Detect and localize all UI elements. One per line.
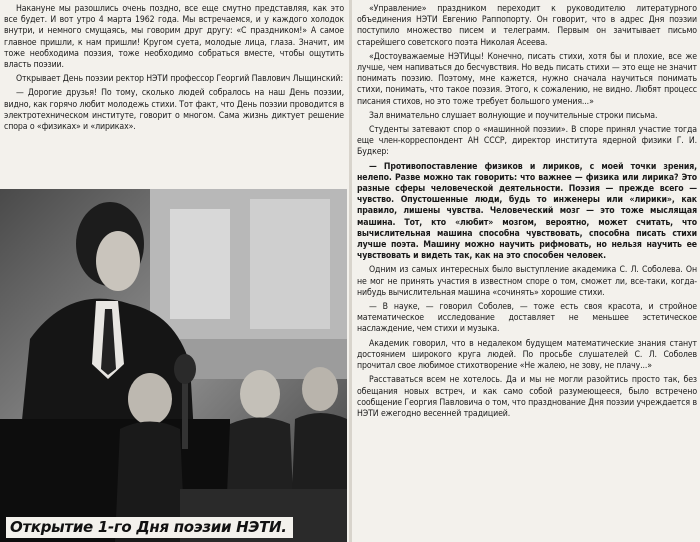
right-article-text (357, 4, 697, 423)
right-paragraph-4: Студенты затевают спор о «машинной поэзии». В споре принял участие тогда еще член-корреспондент АН СССР, директор института ядерной физики Г. И. Будкер: (357, 125, 697, 158)
left-article-text (4, 4, 344, 136)
event-photo (0, 189, 347, 542)
photo-caption: Открытие 1-го Дня поэзии НЭТИ. (6, 517, 293, 538)
left-paragraph-1: Накануне мы разошлись очень поздно, все еще смутно представляя, как это все будет. И вот утро 4 марта 1962 года. Мы встречаемся, и у каждого холодок внутри, и немного смущаясь, мы говорим друг другу: «С праздником!» А самое главное пришли, к нам пришли! Кругом суета, молодые лица, глаза. Значит, им тоже необходима поэзия, тоже необходимо собраться вместе, чтобы ощутить власть поэзии. (4, 4, 344, 71)
right-paragraph-8: Академик говорил, что в недалеком будущем математические знания станут достоянием широкого круга людей. По просьбе слушателей С. Л. Соболев прочитал свое любимое стихотворение «Не жалею, не зову, не плачу...» (357, 338, 697, 372)
left-column (0, 0, 347, 542)
right-paragraph-1: «Управление» праздником переходит к руководителю литературного объединения НЭТИ Евгению Раппопорту. Он говорит, что в адрес Дня поэзии поступило множество писем и телеграмм. Первым он зачитывает письмо старейшего советского поэта Николая Асеева. (357, 4, 697, 48)
right-paragraph-3: Зал внимательно слушает волнующие и поучительные строки письма. (369, 110, 658, 121)
right-column (354, 0, 700, 542)
right-paragraph-6: Одним из самых интересных было выступление академика С. Л. Соболева. Он не мог не принять участия в известном споре о том, сможет ли, все-таки, когда-нибудь вычислительная машина «сочинять» хорошие стихи. (357, 265, 697, 298)
right-paragraph-9: Расставаться всем не хотелось. Да и мы не могли разойтись просто так, без обещания новых встреч, и как само собой разумеющееся, было встречено сообщение Георгия Павловича о том, что празднование Дня поэзии учреждается в НЭТИ ежегодно весенней традицией. (357, 375, 697, 419)
column-divider (349, 0, 352, 542)
left-paragraph-3: — Дорогие друзья! По тому, сколько людей собралось на наш День поэзии, видно, как горячо любит молодежь стихи. Тот факт, что День поэзии проводится в электротехническом институте, говорит о многом. Сама жизнь диктует решение спора о «физиках» и «лириках». (4, 88, 344, 133)
right-paragraph-7: — В науке, — говорил Соболев, — тоже есть своя красота, и стройное математическое исследование доставляет не меньшее эстетическое наслаждение, чем стихи и музыка. (357, 302, 697, 335)
right-paragraph-5: — Противопоставление физиков и лириков, с моей точки зрения, нелепо. Разве можно так говорить: что важнее — физика или лирика? Это разные сферы человеческой деятельности. Поэзия — прежде всего — чувство. Опустошенные люди, будь то инженеры или «лирики», как правило, лишены чувства. Человеческий мозг — это тоже мыслящая машина. Тот, кто «любит» мозгом, вероятно, может считать, что вычислительная машина способна чувствовать, способна писать стихи лучше поэта. Машину можно научить рифмовать, но нельзя научить ее чувствовать и видеть так, как на это способен человек. (357, 161, 697, 262)
left-paragraph-2: Открывает День поэзии ректор НЭТИ профессор Георгий Павлович Лыщинский: (16, 74, 343, 85)
right-paragraph-2: «Достоуважаемые НЭТИцы! Конечно, писать стихи, хотя бы и плохие, все же лучше, чем напиваться до бесчувствия. Но ведь писать стихи — это еще не значит понимать поэзию. Поэтому, мне кажется, нужно сначала научиться понимать стихи, понимать, что такое поэзия. Этого, к сожалению, не видно. Любят процесс писания стихов, но это тоже требует большого умения...» (357, 51, 697, 107)
photo-illustration (0, 189, 347, 542)
